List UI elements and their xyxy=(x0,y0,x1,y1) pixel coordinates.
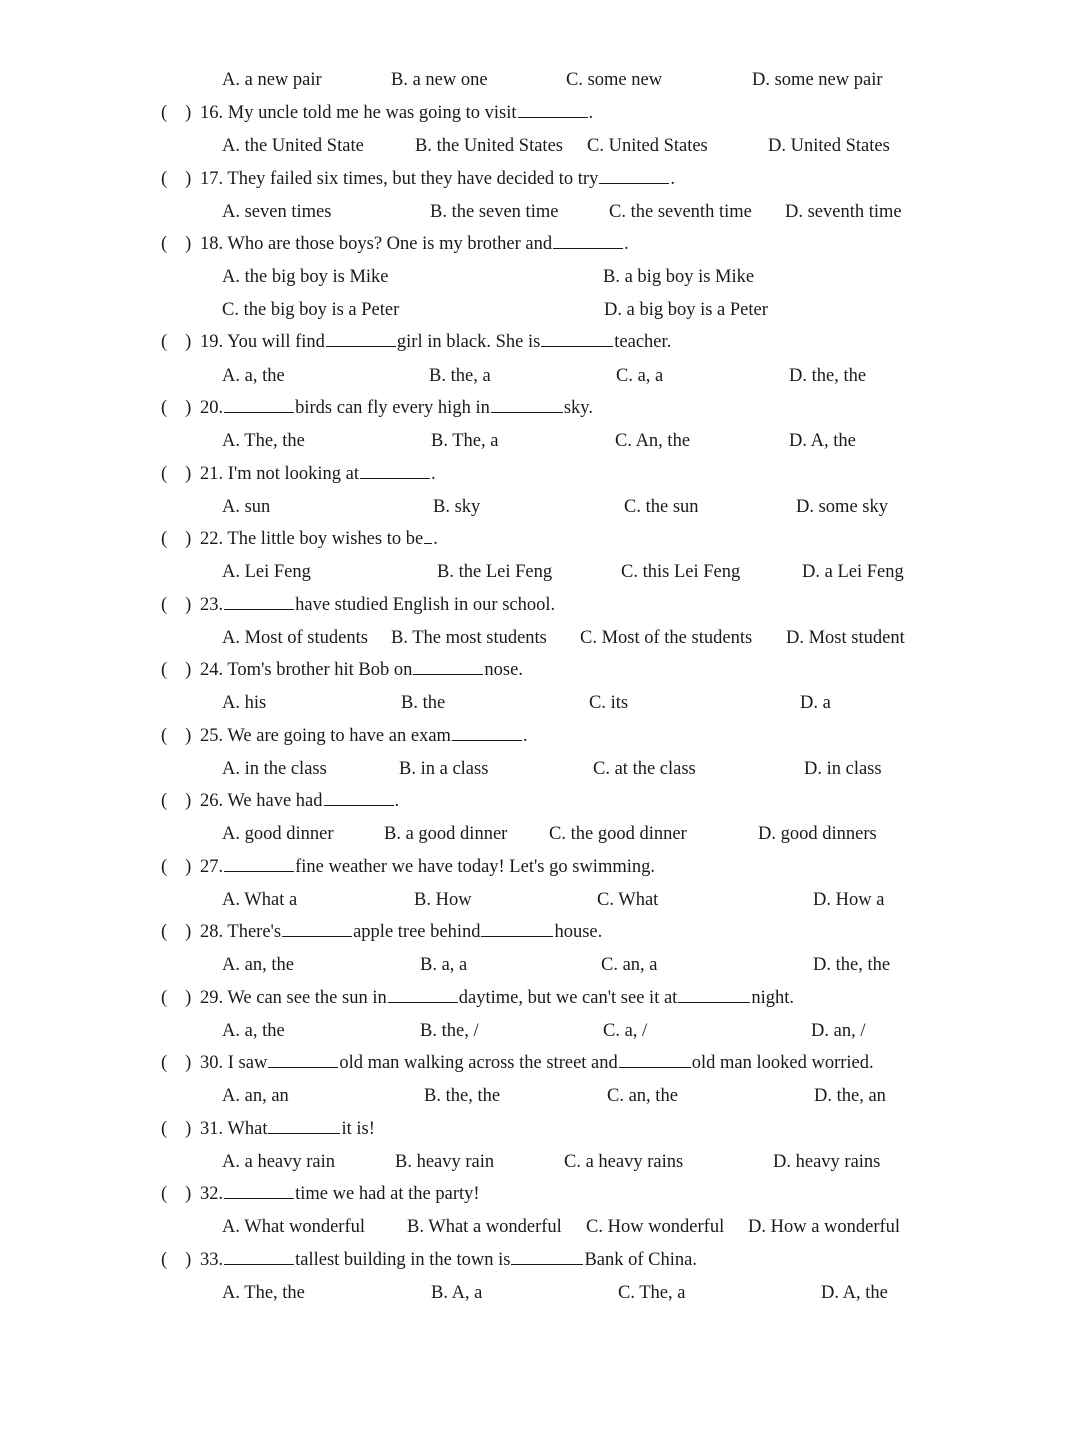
option-c: C. the seventh time xyxy=(609,202,752,222)
stem-text: old man looked worried. xyxy=(691,1053,874,1073)
blank-line xyxy=(282,917,352,937)
option-d: D. good dinners xyxy=(758,824,877,844)
stem-text: old man walking across the street and xyxy=(339,1053,618,1073)
blank-line xyxy=(224,1245,294,1265)
option-b: B. sky xyxy=(433,497,481,517)
q15-option-d: D. some new pair xyxy=(752,70,883,90)
option-b: B. a big boy is Mike xyxy=(603,267,755,287)
question-number: 19. xyxy=(200,332,224,352)
q15-option-c: C. some new xyxy=(566,70,663,90)
option-b: B. the, / xyxy=(420,1021,479,1041)
blank-line xyxy=(424,524,432,544)
option-c: C. an, the xyxy=(607,1086,678,1106)
question-number: 29. xyxy=(200,988,224,1008)
option-c: C. its xyxy=(589,693,629,713)
option-a: A. in the class xyxy=(222,759,327,779)
option-d: D. the, the xyxy=(813,955,891,975)
question-stem xyxy=(200,851,655,884)
stem-text: girl in black. She is xyxy=(396,332,541,352)
stem-text: My uncle told me he was going to visit xyxy=(227,103,517,123)
question-27 xyxy=(0,851,1080,884)
stem-text: What xyxy=(227,1119,268,1139)
stem-text: . xyxy=(624,234,629,254)
q17-options xyxy=(0,196,1080,229)
question-number: 31. xyxy=(200,1119,224,1139)
answer-bracket[interactable]: ( ) xyxy=(161,791,192,811)
blank-line xyxy=(491,393,563,413)
stem-text: fine weather we have today! Let's go swimming. xyxy=(295,857,655,877)
option-c: C. a, a xyxy=(616,366,664,386)
option-c: C. this Lei Feng xyxy=(621,562,741,582)
option-b: B. What a wonderful xyxy=(407,1217,562,1237)
stem-text: The little boy wishes to be xyxy=(227,529,424,549)
question-number: 23. xyxy=(200,595,224,615)
blank-line xyxy=(518,98,588,118)
option-c: C. United States xyxy=(587,136,708,156)
stem-text: You will find xyxy=(227,332,325,352)
q15-option-a: A. a new pair xyxy=(222,70,322,90)
question-number: 17. xyxy=(200,169,224,189)
question-number: 21. xyxy=(200,464,224,484)
question-26 xyxy=(0,785,1080,818)
question-stem xyxy=(200,228,629,261)
blank-line xyxy=(553,229,623,249)
option-d: D. some sky xyxy=(796,497,888,517)
option-c: C. Most of the students xyxy=(580,628,753,648)
q24-options xyxy=(0,687,1080,720)
question-23 xyxy=(0,589,1080,622)
stem-text: . xyxy=(394,791,400,811)
option-a: A. a, the xyxy=(222,1021,285,1041)
question-stem xyxy=(200,523,438,556)
q28-options xyxy=(0,949,1080,982)
option-d: D. heavy rains xyxy=(773,1152,881,1172)
question-number: 25. xyxy=(200,726,224,746)
stem-text: sky. xyxy=(563,398,593,418)
q33-options xyxy=(0,1277,1080,1310)
stem-text: apple tree behind xyxy=(353,922,481,942)
option-a: A. sun xyxy=(222,497,271,517)
blank-line xyxy=(224,1179,294,1199)
option-d: D. the, an xyxy=(814,1086,886,1106)
question-stem xyxy=(200,589,555,622)
blank-line xyxy=(224,852,294,872)
q16-options xyxy=(0,130,1080,163)
option-b: B. heavy rain xyxy=(395,1152,495,1172)
option-c: C. The, a xyxy=(618,1283,686,1303)
answer-bracket[interactable]: ( ) xyxy=(161,857,192,877)
option-a: A. What wonderful xyxy=(222,1217,365,1237)
stem-text: Who are those boys? One is my brother and xyxy=(227,234,553,254)
option-b: B. How xyxy=(414,890,472,910)
option-d: D. A, the xyxy=(789,431,856,451)
option-d: D. the, the xyxy=(789,366,867,386)
stem-text: . xyxy=(522,726,528,746)
q21-options xyxy=(0,491,1080,524)
blank-line xyxy=(268,1114,340,1134)
stem-text: time we had at the party! xyxy=(295,1184,480,1204)
option-b: B. a, a xyxy=(420,955,468,975)
question-number: 24. xyxy=(200,660,224,680)
answer-bracket[interactable]: ( ) xyxy=(161,595,192,615)
option-d: D. How a wonderful xyxy=(748,1217,901,1237)
blank-line xyxy=(511,1245,583,1265)
stem-text: nose. xyxy=(484,660,523,680)
question-stem xyxy=(200,720,528,753)
blank-line xyxy=(481,917,553,937)
question-stem xyxy=(200,1178,480,1211)
option-c: C. at the class xyxy=(593,759,696,779)
option-a: A. a, the xyxy=(222,366,285,386)
stem-text: We have had xyxy=(227,791,323,811)
option-a: A. his xyxy=(222,693,267,713)
option-d: D. A, the xyxy=(821,1283,888,1303)
option-b: B. in a class xyxy=(399,759,489,779)
question-16 xyxy=(0,97,1080,130)
stem-text: I'm not looking at xyxy=(227,464,360,484)
question-stem xyxy=(200,654,523,687)
stem-text: . xyxy=(431,464,436,484)
option-d: D. in class xyxy=(804,759,882,779)
question-number: 20. xyxy=(200,398,224,418)
question-number: 27. xyxy=(200,857,224,877)
answer-bracket[interactable]: ( ) xyxy=(161,1119,192,1139)
question-20 xyxy=(0,392,1080,425)
question-30 xyxy=(0,1047,1080,1080)
option-a: A. What a xyxy=(222,890,298,910)
option-a: A. seven times xyxy=(222,202,332,222)
option-c: C. What xyxy=(597,890,659,910)
stem-text: We are going to have an exam xyxy=(227,726,451,746)
question-number: 22. xyxy=(200,529,224,549)
q26-options xyxy=(0,818,1080,851)
question-24 xyxy=(0,654,1080,687)
stem-text: . xyxy=(670,169,675,189)
stem-text: teacher. xyxy=(614,332,672,352)
blank-line xyxy=(326,327,396,347)
option-d: D. United States xyxy=(768,136,890,156)
option-d: D. seventh time xyxy=(785,202,902,222)
question-21 xyxy=(0,458,1080,491)
option-b: B. the Lei Feng xyxy=(437,562,553,582)
option-b: B. The, a xyxy=(431,431,499,451)
blank-line xyxy=(324,786,394,806)
q29-options xyxy=(0,1015,1080,1048)
answer-bracket[interactable]: ( ) xyxy=(161,332,192,352)
question-stem xyxy=(200,458,436,491)
stem-text: Tom's brother hit Bob on xyxy=(227,660,413,680)
question-28 xyxy=(0,916,1080,949)
blank-line xyxy=(268,1048,338,1068)
question-stem xyxy=(200,1113,375,1146)
q22-options xyxy=(0,556,1080,589)
option-a: A. the big boy is Mike xyxy=(222,267,389,287)
stem-text: I saw xyxy=(227,1053,268,1073)
q32-options xyxy=(0,1211,1080,1244)
blank-line xyxy=(619,1048,691,1068)
q23-options xyxy=(0,622,1080,655)
blank-line xyxy=(360,459,430,479)
question-number: 30. xyxy=(200,1053,224,1073)
answer-bracket[interactable]: ( ) xyxy=(161,660,192,680)
question-29 xyxy=(0,982,1080,1015)
stem-text: We can see the sun in xyxy=(227,988,387,1008)
blank-line xyxy=(678,983,750,1003)
question-19 xyxy=(0,326,1080,359)
question-stem xyxy=(200,785,399,818)
option-a: A. a heavy rain xyxy=(222,1152,336,1172)
stem-text: . xyxy=(588,103,594,123)
option-b: B. the, the xyxy=(424,1086,501,1106)
option-b: B. the, a xyxy=(429,366,491,386)
question-stem xyxy=(200,982,794,1015)
stem-text: night. xyxy=(751,988,794,1008)
stem-text: house. xyxy=(554,922,603,942)
option-c: C. an, a xyxy=(601,955,658,975)
stem-text: have studied English in our school. xyxy=(295,595,556,615)
blank-line xyxy=(541,327,613,347)
question-stem xyxy=(200,97,593,130)
option-d: D. a xyxy=(800,693,831,713)
question-25 xyxy=(0,720,1080,753)
q30-options xyxy=(0,1080,1080,1113)
option-c: C. the good dinner xyxy=(549,824,687,844)
option-a: A. The, the xyxy=(222,1283,305,1303)
option-a: A. Lei Feng xyxy=(222,562,311,582)
option-a: A. Most of students xyxy=(222,628,368,648)
option-c: C. a heavy rains xyxy=(564,1152,684,1172)
option-a: A. an, the xyxy=(222,955,294,975)
question-number: 16. xyxy=(200,103,224,123)
question-stem xyxy=(200,1244,697,1277)
option-d: D. an, / xyxy=(811,1021,866,1041)
option-b: B. a good dinner xyxy=(384,824,508,844)
question-stem xyxy=(200,1047,874,1080)
option-d: D. a big boy is a Peter xyxy=(604,300,768,320)
option-d: D. a Lei Feng xyxy=(802,562,904,582)
q15-option-b: B. a new one xyxy=(391,70,488,90)
question-stem xyxy=(200,916,602,949)
answer-bracket[interactable]: ( ) xyxy=(161,398,192,418)
option-a: A. the United State xyxy=(222,136,364,156)
answer-bracket[interactable]: ( ) xyxy=(161,529,192,549)
q20-options xyxy=(0,425,1080,458)
answer-bracket[interactable]: ( ) xyxy=(161,988,192,1008)
answer-bracket[interactable]: ( ) xyxy=(161,1053,192,1073)
question-32 xyxy=(0,1178,1080,1211)
answer-bracket[interactable]: ( ) xyxy=(161,169,192,189)
question-stem xyxy=(200,163,675,196)
option-c: C. the sun xyxy=(624,497,699,517)
answer-bracket[interactable]: ( ) xyxy=(161,103,192,123)
option-d: D. Most student xyxy=(786,628,905,648)
option-d: D. How a xyxy=(813,890,885,910)
option-c: C. How wonderful xyxy=(586,1217,725,1237)
answer-bracket[interactable]: ( ) xyxy=(161,1184,192,1204)
question-number: 18. xyxy=(200,234,224,254)
answer-bracket[interactable]: ( ) xyxy=(161,234,192,254)
blank-line xyxy=(413,655,483,675)
q15-options xyxy=(0,64,1080,97)
q25-options xyxy=(0,753,1080,786)
option-b: B. the seven time xyxy=(430,202,559,222)
blank-line xyxy=(452,721,522,741)
option-c: C. the big boy is a Peter xyxy=(222,300,400,320)
question-number: 26. xyxy=(200,791,224,811)
stem-text: There's xyxy=(227,922,282,942)
question-number: 32. xyxy=(200,1184,224,1204)
answer-bracket[interactable]: ( ) xyxy=(161,1250,192,1270)
blank-line xyxy=(388,983,458,1003)
option-c: C. a, / xyxy=(603,1021,648,1041)
option-c: C. An, the xyxy=(615,431,691,451)
answer-bracket[interactable]: ( ) xyxy=(161,464,192,484)
answer-bracket[interactable]: ( ) xyxy=(161,726,192,746)
stem-text: tallest building in the town is xyxy=(295,1250,511,1270)
option-a: A. good dinner xyxy=(222,824,334,844)
question-18 xyxy=(0,228,1080,261)
blank-line xyxy=(599,164,669,184)
stem-text: birds can fly every high in xyxy=(295,398,490,418)
q27-options xyxy=(0,884,1080,917)
stem-text: it is! xyxy=(341,1119,375,1139)
blank-line xyxy=(224,590,294,610)
option-a: A. The, the xyxy=(222,431,305,451)
question-31 xyxy=(0,1113,1080,1146)
blank-line xyxy=(224,393,294,413)
option-b: B. the xyxy=(401,693,446,713)
q19-options xyxy=(0,360,1080,393)
stem-text: daytime, but we can't see it at xyxy=(458,988,678,1008)
stem-text: . xyxy=(433,529,438,549)
q18-options-cd xyxy=(0,294,1080,327)
question-33 xyxy=(0,1244,1080,1277)
option-a: A. an, an xyxy=(222,1086,289,1106)
option-b: B. The most students xyxy=(391,628,547,648)
stem-text: Bank of China. xyxy=(584,1250,697,1270)
question-stem xyxy=(200,326,671,359)
answer-bracket[interactable]: ( ) xyxy=(161,922,192,942)
question-22 xyxy=(0,523,1080,556)
stem-text: They failed six times, but they have decided to try xyxy=(227,169,599,189)
question-17 xyxy=(0,163,1080,196)
q18-options-ab xyxy=(0,261,1080,294)
question-number: 33. xyxy=(200,1250,224,1270)
option-b: B. the United States xyxy=(415,136,563,156)
question-number: 28. xyxy=(200,922,224,942)
option-b: B. A, a xyxy=(431,1283,483,1303)
q31-options xyxy=(0,1146,1080,1179)
question-stem xyxy=(200,392,593,425)
